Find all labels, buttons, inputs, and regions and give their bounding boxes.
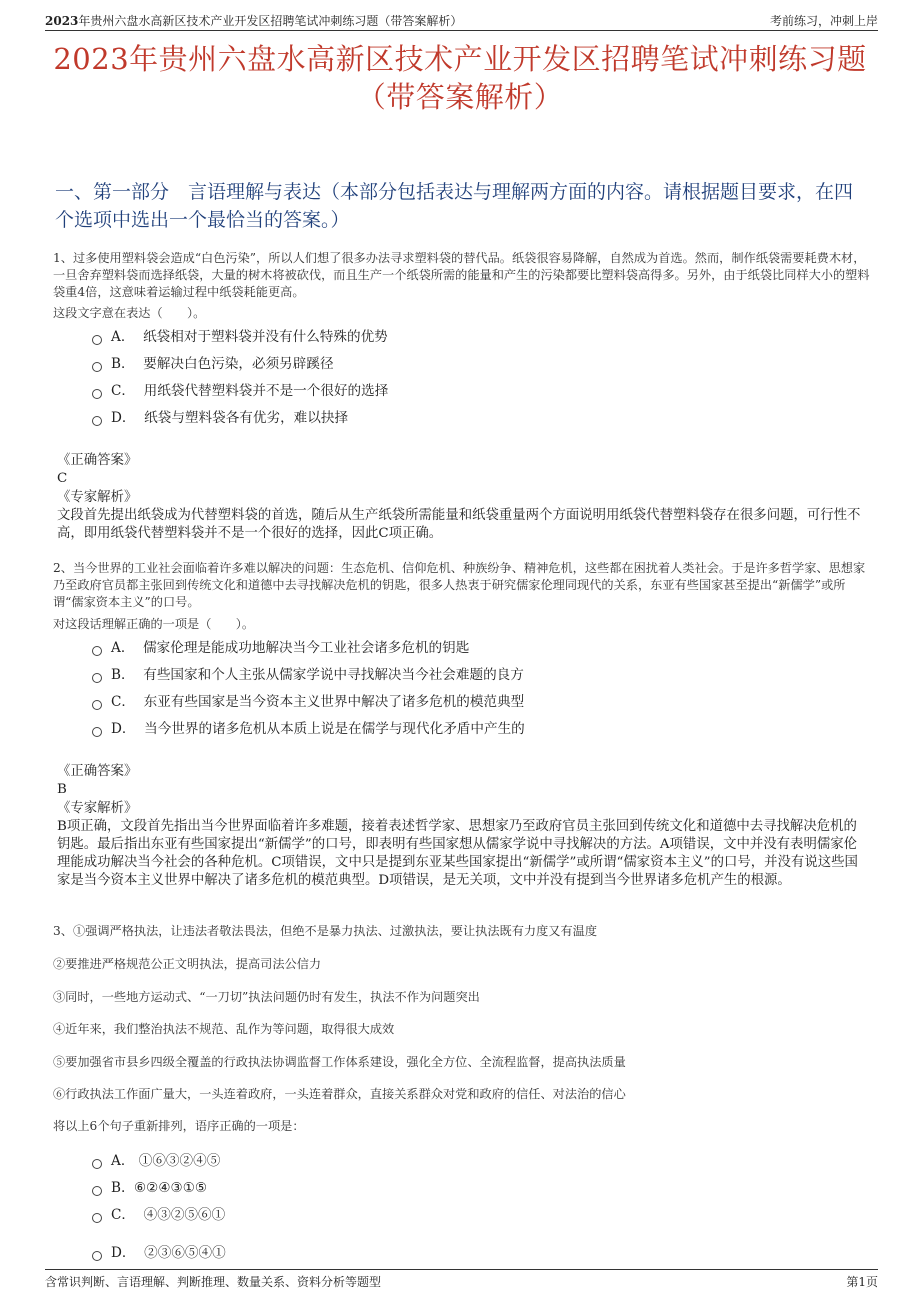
q3-sentence-1: 3、①强调严格执法，让违法者敬法畏法，但绝不是暴力执法、过激执法，要让执法既有力度又有温度 (53, 924, 598, 938)
q3-option-d[interactable] (92, 1243, 226, 1263)
radio-icon[interactable] (92, 673, 102, 683)
question-1-stem: 1、过多使用塑料袋会造成“白色污染”，所以人们想了很多办法寻求塑料袋的替代品。纸袋很容易降解，自然成为首选。然而，制作纸袋需要耗费木材，一旦舍弃塑料袋而选择纸袋，大量的树木将被砍伐，而且生产一个纸袋所需的能量和产生的污染都要比塑料袋高得多。另外，由于纸袋比同样大小的塑料袋重4倍，这意味着运输过程中纸袋耗能更高。 (53, 251, 870, 299)
section-heading: 一、第一部分 言语理解与表达（本部分包括表达与理解两方面的内容。请根据题目要求，在四个选项中选出一个最恰当的答案。） (55, 181, 854, 231)
radio-icon[interactable] (92, 1159, 102, 1169)
footer-categories: 含常识判断、言语理解、判断推理、数量关系、资料分析等题型 (45, 1275, 382, 1289)
radio-icon[interactable] (92, 362, 102, 372)
q1-answer-label: 《正确答案》 (57, 453, 138, 468)
q1-option-b[interactable] (92, 354, 334, 374)
option-letter: D． (111, 410, 136, 426)
option-letter: D． (111, 721, 136, 737)
option-text: 纸袋与塑料袋各有优劣，难以抉择 (144, 410, 349, 426)
page-header (45, 10, 878, 31)
radio-icon[interactable] (92, 389, 102, 399)
option-text: 当今世界的诸多危机从本质上说是在儒学与现代化矛盾中产生的 (144, 721, 525, 737)
radio-icon[interactable] (92, 1251, 102, 1261)
option-letter: B． (111, 667, 135, 683)
option-letter: D． (111, 1245, 136, 1261)
radio-icon[interactable] (92, 727, 102, 737)
option-text: ②③⑥⑤④① (144, 1245, 226, 1261)
question-1-ask: 这段文字意在表达（ ）。 (53, 306, 206, 320)
radio-icon[interactable] (92, 1186, 102, 1196)
option-text: 用纸袋代替塑料袋并不是一个很好的选择 (143, 383, 389, 399)
q2-option-c[interactable] (92, 692, 524, 712)
option-letter: B. (111, 1180, 126, 1196)
page-footer (45, 1269, 878, 1290)
header-title (45, 12, 462, 29)
option-letter: A． (111, 329, 135, 345)
q3-sentence-2: ②要推进严格规范公正文明执法，提高司法公信力 (53, 957, 322, 971)
q3-sentence-6: ⑥行政执法工作面广量大，一头连着政府，一头连着群众，直接关系群众对党和政府的信任、对法治的信心 (53, 1087, 626, 1101)
question-2-stem: 2、当今世界的工业社会面临着许多难以解决的问题：生态危机、信仰危机、种族纷争、精神危机，这些都在困扰着人类社会。于是许多哲学家、思想家乃至政府官员都主张回到传统文化和道德中去寻找解决危机的钥匙，很多人热衷于研究儒家伦理同现代的关系，东亚有些国家甚至提出“新儒学”或所谓“儒家资本主义”的口号。 (53, 561, 866, 609)
option-text: 纸袋相对于塑料袋并没有什么特殊的优势 (143, 329, 388, 345)
q1-option-d[interactable] (92, 408, 348, 428)
q1-analysis: 文段首先提出纸袋成为代替塑料袋的首选，随后从生产纸袋所需能量和纸袋重量两个方面说明用纸袋代替塑料袋存在很多问题，可行性不高，即用纸袋代替塑料袋并不是一个很好的选择，因此C项正确。 (57, 508, 861, 541)
q3-ask: 将以上6个句子重新排列，语序正确的一项是： (53, 1119, 305, 1133)
option-text: ④③②⑤⑥① (143, 1207, 226, 1223)
option-letter: A． (111, 1153, 135, 1169)
option-letter: C． (111, 694, 135, 710)
q2-analysis-label: 《专家解析》 (57, 801, 138, 816)
radio-icon[interactable] (92, 700, 102, 710)
option-text: 要解决白色污染，必须另辟蹊径 (143, 356, 334, 372)
q1-option-c[interactable] (92, 381, 388, 401)
question-2-ask: 对这段话理解正确的一项是（ ）。 (53, 617, 255, 631)
q2-option-d[interactable] (92, 719, 525, 739)
doc-title-line2: （带答案解析） (356, 80, 564, 114)
option-letter: A． (111, 640, 135, 656)
option-text: ⑥②④③①⑤ (133, 1180, 208, 1196)
q1-option-a[interactable] (92, 327, 388, 347)
option-text: 儒家伦理是能成功地解决当今工业社会诸多危机的钥匙 (143, 640, 470, 656)
header-title-rest: 年贵州六盘水高新区技术产业开发区招聘笔试冲刺练习题（带答案解析） (78, 14, 463, 28)
q3-sentence-4: ④近年来，我们整治执法不规范、乱作为等问题，取得很大成效 (53, 1022, 395, 1036)
radio-icon[interactable] (92, 416, 102, 426)
q1-answer: C (57, 471, 68, 486)
option-text: ①⑥③②④⑤ (138, 1153, 221, 1169)
header-slogan: 考前练习，冲刺上岸 (769, 14, 878, 28)
option-text: 有些国家和个人主张从儒家学说中寻找解决当今社会难题的良方 (143, 667, 524, 683)
radio-icon[interactable] (92, 335, 102, 345)
header-year: 2023 (45, 14, 79, 28)
option-text: 东亚有些国家是当今资本主义世界中解决了诸多危机的模范典型 (143, 694, 525, 710)
q2-answer-label: 《正确答案》 (57, 764, 138, 779)
q2-option-a[interactable] (92, 638, 469, 658)
q3-option-b[interactable] (92, 1178, 207, 1198)
q2-answer: B (57, 782, 67, 797)
q3-option-c[interactable] (92, 1205, 225, 1225)
q3-sentence-5: ⑤要加强省市县乡四级全覆盖的行政执法协调监督工作体系建设，强化全方位、全流程监督，提高执法质量 (53, 1055, 626, 1069)
option-letter: C． (111, 383, 135, 399)
page-number: 第1页 (846, 1275, 878, 1289)
option-letter: C． (111, 1207, 135, 1223)
q2-option-b[interactable] (92, 665, 524, 685)
q3-option-a[interactable] (92, 1151, 220, 1171)
q3-sentence-3: ③同时，一些地方运动式、“一刀切”执法问题仍时有发生，执法不作为问题突出 (53, 990, 480, 1004)
q2-analysis: B项正确，文段首先指出当今世界面临着许多难题，接着表述哲学家、思想家乃至政府官员主张回到传统文化和道德中去寻找解决危机的钥匙。最后指出东亚有些国家提出“新儒学”的口号，即表明有些国家想从儒家学说中寻找解决的方法。A项错误，文中并没有表明儒家伦理能成功解决当今社会的各种危机。C项错误，文中只是提到东亚某些国家提出“新儒学”或所谓“儒家资本主义”的口号，并没有说这些国家是当今资本主义世界中解决了诸多危机的模范典型。D项错误，是无关项，文中并没有提到当今世界诸多危机产生的根源。 (57, 819, 858, 888)
option-letter: B． (111, 356, 135, 372)
radio-icon[interactable] (92, 1213, 102, 1223)
radio-icon[interactable] (92, 646, 102, 656)
doc-title (0, 40, 920, 116)
q1-analysis-label: 《专家解析》 (57, 490, 138, 505)
doc-title-line1: 2023年贵州六盘水高新区技术产业开发区招聘笔试冲刺练习题 (53, 42, 867, 76)
